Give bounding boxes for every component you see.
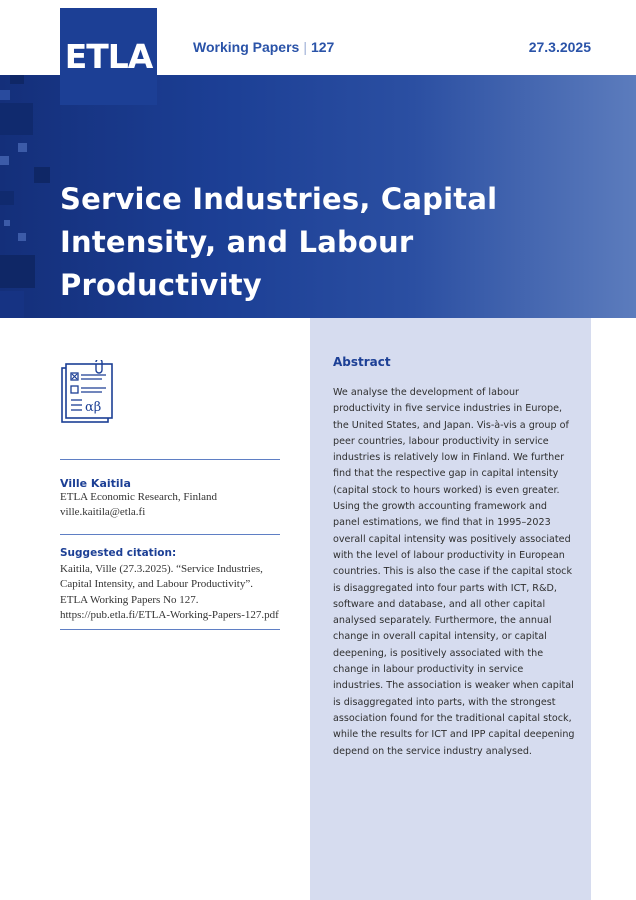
decor-square xyxy=(0,291,24,318)
decor-square xyxy=(10,75,24,84)
series-name: Working Papers xyxy=(193,39,300,55)
citation-line: Capital Intensity, and Labour Productivity”. xyxy=(60,578,253,591)
decor-square xyxy=(18,233,26,241)
abstract-text: We analyse the development of labour productivity in five service industries in Europe, the United States, and Japan. Vis-à-vis a group of peer countries, labour productivity in service industries is relatively low in Finland. We further find that the respective gap in capital intensity (capital stock to hours worked) is even greater. Using the growth accounting framework and panel estimations, we find that in 1995–2023 overall capital intensity was positively associated with the level of labour productivity in European countries. This is also the case if the capital stock is disaggregated into four parts with ICT, R&D, software and database, and all other capital analysed separately. Furthermore, the annual change in overall capital intensity, or capital deepening, is positively associated with the change in labour productivity in service industries. The association is weaker when capital is disaggregated into parts, with the strongest association found for the traditional capital stock, while the results for ICT and IPP capital deepening depend on the service industry analysed. xyxy=(333,387,575,757)
citation-url[interactable]: https://pub.etla.fi/ETLA-Working-Papers-127.pdf xyxy=(60,608,279,621)
decor-square xyxy=(4,220,10,226)
logo-text: ETLA xyxy=(64,37,153,76)
divider xyxy=(60,534,280,535)
publication-date: 27.3.2025 xyxy=(528,39,591,55)
author-affiliation: ETLA Economic Research, Finland xyxy=(60,491,218,503)
citation-text xyxy=(60,562,290,623)
divider xyxy=(60,459,280,460)
decor-square xyxy=(18,143,27,152)
decor-square xyxy=(0,103,33,135)
abstract-heading: Abstract xyxy=(333,355,391,369)
etla-logo xyxy=(60,8,157,105)
decor-square xyxy=(0,191,14,205)
decor-square xyxy=(0,156,9,165)
divider xyxy=(60,629,280,630)
series-label xyxy=(193,39,334,55)
citation-line: ETLA Working Papers No 127. xyxy=(60,593,199,606)
alpha-beta-symbol: αβ xyxy=(85,400,102,415)
decor-square xyxy=(34,167,50,183)
decor-square xyxy=(0,90,10,100)
citation-heading: Suggested citation: xyxy=(60,547,177,559)
page-title: Service Industries, Capital Intensity, and Labour Productivity xyxy=(60,182,498,302)
document-icon xyxy=(60,360,114,424)
citation-line: Kaitila, Ville (27.3.2025). “Service Industries, xyxy=(60,563,263,575)
author-email[interactable]: ville.kaitila@etla.fi xyxy=(60,506,146,518)
author-name: Ville Kaitila xyxy=(60,477,131,490)
series-separator: | xyxy=(303,39,307,55)
series-number: 127 xyxy=(310,39,335,55)
decor-square xyxy=(0,255,35,288)
